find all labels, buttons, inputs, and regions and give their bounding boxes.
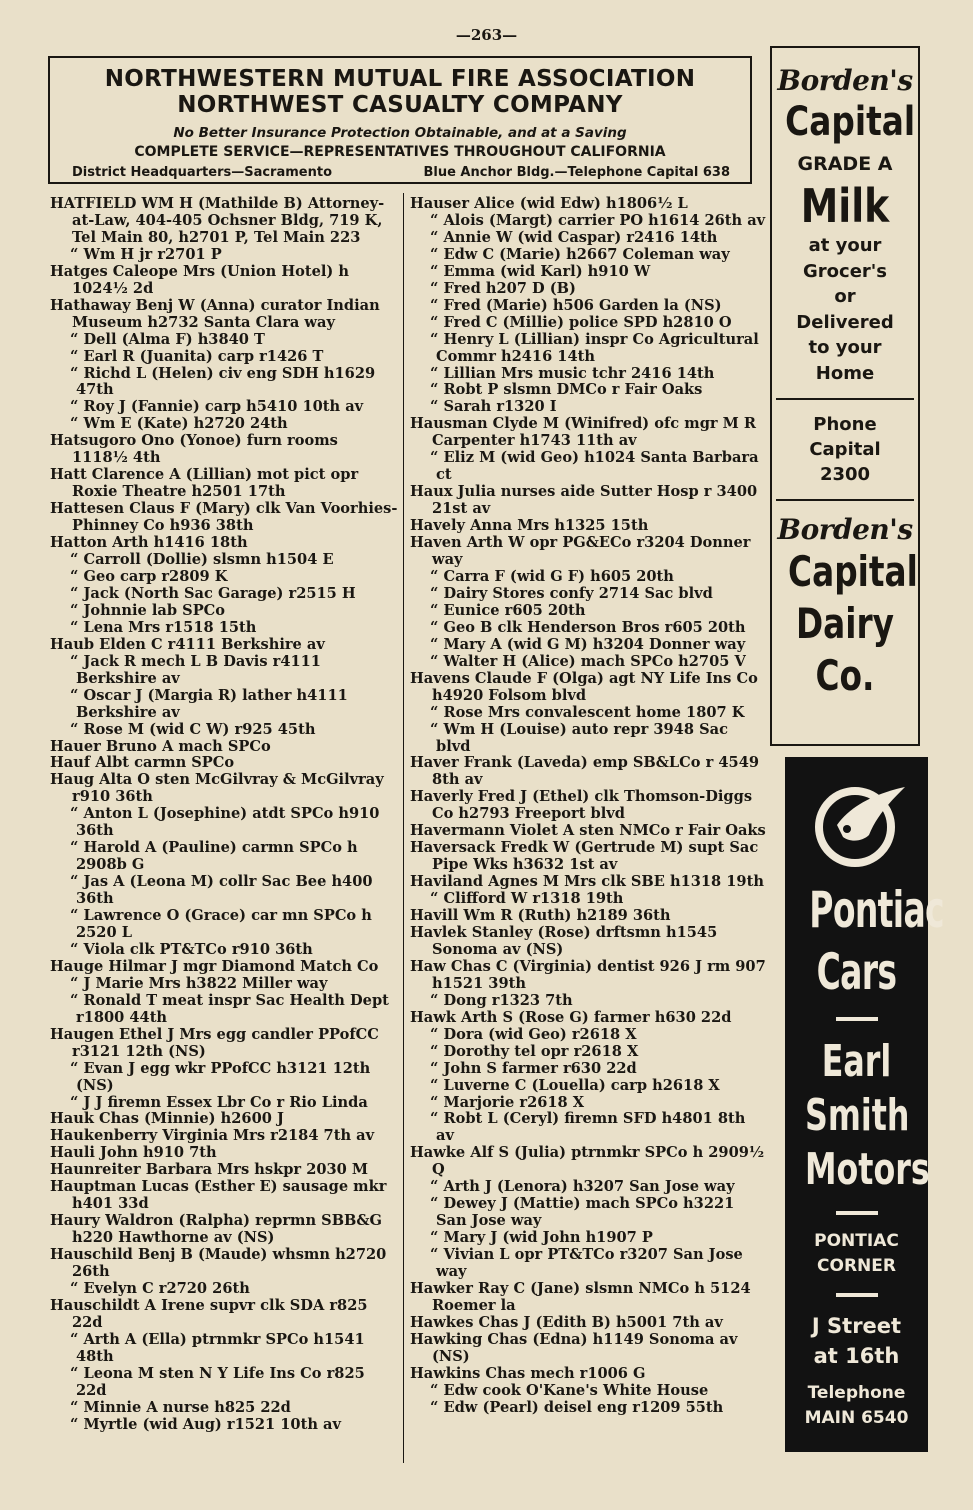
phone-exchange: Capital [809,439,881,460]
directory-entry: Hauk Chas (Minnie) h2600 J [50,1110,284,1128]
directory-entry: Haukenberry Virginia Mrs r2184 7th av [50,1127,375,1145]
to-your-text: to your [808,337,882,358]
directory-entry: “ Eunice r605 20th [410,603,766,620]
dairy-text: Dairy [795,599,895,648]
directory-entry: “ Richd L (Helen) civ eng SDH h1629 47th [50,366,398,400]
directory-entry: Haury Waldron (Ralpha) reprmn SBB&G h220 Hawthorne av (NS) [50,1212,383,1247]
directory-entry: Hawkins Chas mech r1006 G [410,1364,646,1382]
directory-entry: “ Ronald T meat inspr Sac Health Dept r1800 44th [50,993,398,1027]
insurance-ad-header [48,56,752,184]
directory-entry: Hauschildt A Irene supvr clk SDA r825 22d [50,1296,368,1331]
directory-entry: Hathaway Benj W (Anna) curator Indian Museum h2732 Santa Clara way [50,296,380,331]
corner-text-2: CORNER [817,1256,896,1276]
directory-entry: “ Dong r1323 7th [410,993,766,1010]
directory-entry: “ Carra F (wid G F) h605 20th [410,569,766,586]
home-text: Home [815,362,875,384]
telephone-text: Blue Anchor Bldg.—Telephone Capital 638 [423,165,730,180]
directory-entry: “ Mary J (wid John h1907 P [410,1230,766,1247]
directory-entry: “ Dairy Stores confy 2714 Sac blvd [410,586,766,603]
directory-entry: Havlek Stanley (Rose) drftsmn h1545 Sonoma av (NS) [410,923,718,958]
bordens-ad [770,46,920,746]
directory-entry: “ Wm E (Kate) h2720 24th [50,416,398,433]
directory-entry: Havill Wm R (Ruth) h2189 36th [410,907,671,925]
directory-entry: “ Mary A (wid G M) h3204 Donner way [410,637,766,654]
bordens-logo-2: Borden's [777,513,913,546]
directory-entry: “ Jas A (Leona M) collr Sac Bee h400 36th [50,874,398,908]
directory-entry: “ Evelyn C r2720 26th [50,1281,398,1298]
capital-text: Capital [785,99,916,145]
directory-entry: Haunreiter Barbara Mrs hskpr 2030 M [50,1161,369,1179]
directory-entry: “ Fred (Marie) h506 Garden la (NS) [410,298,766,315]
directory-entry: “ Edw (Pearl) deisel eng r1209 55th [410,1400,766,1417]
directory-column-left [50,196,398,1434]
directory-entry: “ Dora (wid Geo) r2618 X [410,1027,766,1044]
directory-entry: “ Luverne C (Louella) carp h2618 X [410,1078,766,1095]
grocers-text: Grocer's [803,260,887,282]
earl-text: Earl [821,1036,892,1087]
directory-entry: “ J J firemn Essex Lbr Co r Rio Linda [50,1095,398,1112]
directory-entry: Hauge Hilmar J mgr Diamond Match Co [50,957,379,975]
directory-entry: “ Fred h207 D (B) [410,281,766,298]
directory-entry: “ Lillian Mrs music tchr 2416 14th [410,366,766,383]
directory-entry: HATFIELD WM H (Mathilde B) Attorney-at-Law, 404-405 Ochsner Bldg, 719 K, Tel Main 80, h2701 P, Tel Main 223 [50,195,385,246]
ad-divider [836,1211,878,1215]
column-divider [403,193,404,1463]
directory-entry: “ Sarah r1320 I [410,399,766,416]
pontiac-indian-head-icon [807,775,907,875]
directory-entry: “ Alois (Margt) carrier PO h1614 26th av [410,213,766,230]
directory-entry: Haverly Fred J (Ethel) clk Thomson-Diggs Co h2793 Freeport blvd [410,788,753,823]
directory-entry: “ Harold A (Pauline) carmn SPCo h 2908b G [50,840,398,874]
directory-entry: “ Dewey J (Mattie) mach SPCo h3221 San Jose way [410,1196,766,1230]
capital-text-2: Capital [788,547,918,596]
directory-entry: “ Johnnie lab SPCo [50,603,398,620]
delivered-text: Delivered [796,311,894,333]
grade-a-text: GRADE A [797,153,893,175]
ad-service-line: COMPLETE SERVICE—REPRESENTATIVES THROUGHOUT CALIFORNIA [134,144,666,160]
directory-entry: “ Robt P slsmn DMCo r Fair Oaks [410,382,766,399]
directory-entry: “ Earl R (Juanita) carp r1426 T [50,349,398,366]
directory-entry: Hatt Clarence A (Lillian) mot pict opr Roxie Theatre h2501 17th [50,466,359,501]
directory-entry: Havens Claude F (Olga) agt NY Life Ins Co h4920 Folsom blvd [410,669,758,704]
directory-entry: Hauli John h910 7th [50,1144,217,1162]
headquarters-text: District Headquarters—Sacramento [72,165,332,180]
directory-entry: “ Marjorie r2618 X [410,1095,766,1112]
at-your-text: at your [808,235,882,256]
directory-entry: Havely Anna Mrs h1325 15th [410,517,649,535]
or-text: or [834,286,856,307]
directory-entry: “ Rose Mrs convalescent home 1807 K [410,705,766,722]
directory-entry: Hatges Caleope Mrs (Union Hotel) h 1024½ 2d [50,262,350,297]
directory-entry: Hauer Bruno A mach SPCo [50,737,271,755]
ad-tagline: No Better Insurance Protection Obtainable, and at a Saving [173,125,627,141]
phone-label: Phone [813,414,877,435]
telephone-label: Telephone [807,1383,906,1403]
phone-number: 2300 [819,464,871,485]
directory-entry: “ Roy J (Fannie) carp h5410 10th av [50,399,398,416]
directory-entry: “ John S farmer r630 22d [410,1061,766,1078]
directory-entry: “ Dorothy tel opr r2618 X [410,1044,766,1061]
page-number: —263— [455,26,518,44]
directory-entry: Hattesen Claus F (Mary) clk Van Voorhies-Phinney Co h936 38th [50,500,398,535]
directory-entry: Haugen Ethel J Mrs egg candler PPofCC r3121 12th (NS) [50,1025,379,1060]
smith-text: Smith [805,1090,910,1141]
directory-entry: Hatsugoro Ono (Yonoe) furn rooms 1118½ 4th [50,432,338,467]
pontiac-ad [785,757,944,1452]
ad-contact-line [50,165,750,180]
motors-text: Motors [805,1144,930,1195]
milk-text: Milk [800,179,890,233]
directory-entry: “ Wm H (Louise) auto repr 3948 Sac blvd [410,722,766,756]
directory-entry: Hawker Ray C (Jane) slsmn NMCo h 5124 Roemer la [410,1280,751,1314]
directory-entry: “ Robt L (Ceryl) firemn SFD h4801 8th av [410,1111,766,1145]
directory-entry: “ Jack R mech L B Davis r4111 Berkshire av [50,654,398,688]
directory-entry: “ Emma (wid Karl) h910 W [410,264,766,281]
directory-entry: “ Vivian L opr PT&TCo r3207 San Jose way [410,1247,766,1281]
directory-entry: Haug Alta O sten McGilvray & McGilvray r910 36th [50,771,384,806]
co-text: Co. [815,651,875,700]
directory-entry: “ Edw C (Marie) h2667 Coleman way [410,247,766,264]
directory-entry: Haviland Agnes M Mrs clk SBE h1318 19th [410,873,764,891]
directory-entry: “ Minnie A nurse h825 22d [50,1400,398,1417]
directory-entry: Hauser Alice (wid Edw) h1806½ L [410,195,688,212]
directory-entry: “ Myrtle (wid Aug) r1521 10th av [50,1417,398,1434]
directory-entry: “ Dell (Alma F) h3840 T [50,332,398,349]
directory-entry: Haven Arth W opr PG&ECo r3204 Donner way [410,534,751,569]
directory-column-middle [410,196,766,1417]
directory-entry: “ Fred C (Millie) police SPD h2810 O [410,315,766,332]
directory-entry: “ Oscar J (Margia R) lather h4111 Berkshire av [50,688,398,722]
directory-entry: “ Rose M (wid C W) r925 45th [50,722,398,739]
company-name-2: NORTHWEST CASUALTY COMPANY [177,92,623,118]
directory-entry: “ Lawrence O (Grace) car mn SPCo h 2520 L [50,908,398,942]
directory-entry: “ Arth J (Lenora) h3207 San Jose way [410,1179,766,1196]
directory-entry: Havermann Violet A sten NMCo r Fair Oaks [410,822,766,840]
directory-entry: “ Lena Mrs r1518 15th [50,620,398,637]
directory-entry: Haw Chas C (Virginia) dentist 926 J rm 907 h1521 39th [410,957,766,992]
street-text-2: at 16th [813,1344,900,1368]
pontiac-text: Pontiac [809,881,944,939]
directory-entry: Hauptman Lucas (Esther E) sausage mkr h401 33d [50,1178,387,1213]
ad-divider [836,1293,878,1297]
directory-entry: “ Jack (North Sac Garage) r2515 H [50,586,398,603]
corner-text-1: PONTIAC [814,1231,899,1251]
directory-entry: “ Anton L (Josephine) atdt SPCo h910 36th [50,806,398,840]
ad-divider [776,499,914,501]
directory-entry: Hausman Clyde M (Winifred) ofc mgr M R Carpenter h1743 11th av [410,415,757,450]
directory-entry: “ Clifford W r1318 19th [410,891,766,908]
directory-entry: Haux Julia nurses aide Sutter Hosp r 3400 21st av [410,483,758,518]
directory-entry: Hatton Arth h1416 18th [50,534,248,552]
directory-entry: “ Evan J egg wkr PPofCC h3121 12th (NS) [50,1061,398,1095]
directory-entry: “ Geo carp r2809 K [50,569,398,586]
bordens-logo: Borden's [777,64,913,97]
directory-entry: Hauf Albt carmn SPCo [50,754,235,772]
ad-divider [776,398,914,400]
cars-text: Cars [816,943,897,1001]
directory-entry: Haversack Fredk W (Gertrude M) supt Sac Pipe Wks h3632 1st av [410,839,759,874]
directory-entry: Hauschild Benj B (Maude) whsmn h2720 26th [50,1246,387,1281]
telephone-number: MAIN 6540 [804,1408,909,1428]
street-text-1: J Street [811,1314,902,1338]
ad-divider [836,1017,878,1021]
directory-entry: “ Viola clk PT&TCo r910 36th [50,942,398,959]
directory-entry: “ Annie W (wid Caspar) r2416 14th [410,230,766,247]
directory-entry: Hawk Arth S (Rose G) farmer h630 22d [410,1008,732,1026]
directory-entry: Haver Frank (Laveda) emp SB&LCo r 4549 8th av [410,754,760,789]
directory-entry: “ J Marie Mrs h3822 Miller way [50,976,398,993]
directory-entry: “ Geo B clk Henderson Bros r605 20th [410,620,766,637]
directory-entry: “ Edw cook O'Kane's White House [410,1383,766,1400]
directory-entry: “ Carroll (Dollie) slsmn h1504 E [50,552,398,569]
directory-entry: Hawking Chas (Edna) h1149 Sonoma av (NS) [410,1330,738,1365]
directory-entry: Haub Elden C r4111 Berkshire av [50,635,325,653]
company-name-1: NORTHWESTERN MUTUAL FIRE ASSOCIATION [104,66,696,92]
directory-entry: “ Eliz M (wid Geo) h1024 Santa Barbara ct [410,450,766,484]
directory-entry: “ Walter H (Alice) mach SPCo h2705 V [410,654,766,671]
directory-entry: “ Arth A (Ella) ptrnmkr SPCo h1541 48th [50,1332,398,1366]
directory-entry: “ Wm H jr r2701 P [50,247,398,264]
directory-entry: Hawke Alf S (Julia) ptrnmkr SPCo h 2909½ Q [410,1144,765,1179]
directory-entry: Hawkes Chas J (Edith B) h5001 7th av [410,1313,723,1331]
directory-entry: “ Leona M sten N Y Life Ins Co r825 22d [50,1366,398,1400]
directory-entry: “ Henry L (Lillian) inspr Co Agricultural Commr h2416 14th [410,332,766,366]
